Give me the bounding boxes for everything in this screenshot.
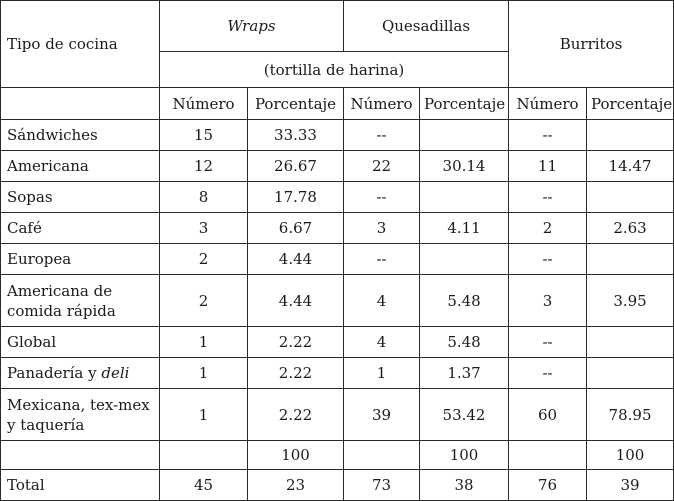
total-wraps-porcentaje: 23	[248, 470, 344, 501]
table-row	[1, 358, 674, 389]
burritos-porcentaje	[587, 182, 674, 213]
header-wraps-porcentaje: Porcentaje	[248, 88, 344, 120]
table-row	[1, 151, 674, 182]
burritos-numero: --	[509, 358, 587, 389]
header-quesadillas-numero: Número	[344, 88, 420, 120]
wraps-porcentaje: 17.78	[248, 182, 344, 213]
wraps-porcentaje: 33.33	[248, 120, 344, 151]
row-tipo: Global	[1, 327, 160, 358]
quesadillas-porcentaje: 5.48	[420, 327, 509, 358]
quesadillas-numero: 1	[344, 358, 420, 389]
table-row	[1, 182, 674, 213]
header-burritos-porcentaje: Porcentaje	[587, 88, 674, 120]
row-tipo-italic: deli	[101, 364, 130, 382]
quesadillas-numero: 4	[344, 275, 420, 327]
quesadillas-numero: 4	[344, 327, 420, 358]
header-burritos: Burritos	[509, 1, 674, 88]
header-quesadillas-porcentaje: Porcentaje	[420, 88, 509, 120]
burritos-porcentaje: 14.47	[587, 151, 674, 182]
burritos-porcentaje	[587, 327, 674, 358]
burritos-porcentaje: 2.63	[587, 213, 674, 244]
row-tipo: Americana	[1, 151, 160, 182]
subtotal-burritos-porcentaje: 100	[587, 441, 674, 470]
burritos-numero: 2	[509, 213, 587, 244]
burritos-numero: 3	[509, 275, 587, 327]
wraps-numero: 3	[160, 213, 248, 244]
quesadillas-porcentaje: 5.48	[420, 275, 509, 327]
wraps-numero: 2	[160, 244, 248, 275]
header-tortilla: (tortilla de harina)	[160, 52, 509, 88]
row-tipo: Sopas	[1, 182, 160, 213]
wraps-porcentaje: 4.44	[248, 244, 344, 275]
burritos-porcentaje	[587, 358, 674, 389]
subtotal-blank	[160, 441, 248, 470]
quesadillas-porcentaje: 1.37	[420, 358, 509, 389]
total-row	[1, 470, 674, 501]
row-tipo	[1, 358, 160, 389]
row-tipo: Mexicana, tex-mex y taquería	[1, 389, 160, 441]
burritos-numero: --	[509, 244, 587, 275]
wraps-numero: 15	[160, 120, 248, 151]
total-quesadillas-numero: 73	[344, 470, 420, 501]
burritos-porcentaje	[587, 244, 674, 275]
table-row	[1, 327, 674, 358]
row-tipo: Sándwiches	[1, 120, 160, 151]
wraps-porcentaje: 4.44	[248, 275, 344, 327]
quesadillas-porcentaje	[420, 244, 509, 275]
wraps-numero: 1	[160, 358, 248, 389]
quesadillas-porcentaje	[420, 182, 509, 213]
row-tipo: Café	[1, 213, 160, 244]
row-tipo: Americana de comida rápida	[1, 275, 160, 327]
header-wraps: Wraps	[160, 1, 344, 52]
burritos-porcentaje: 78.95	[587, 389, 674, 441]
row-tipo-text: Panadería y	[7, 364, 102, 382]
subtotal-blank	[344, 441, 420, 470]
table-row	[1, 389, 674, 441]
subtotal-blank	[1, 441, 160, 470]
burritos-numero: --	[509, 182, 587, 213]
subtotal-blank	[509, 441, 587, 470]
table-row	[1, 213, 674, 244]
subtotal-quesadillas-porcentaje: 100	[420, 441, 509, 470]
burritos-numero: --	[509, 327, 587, 358]
wraps-numero: 1	[160, 327, 248, 358]
header-row	[1, 1, 674, 52]
quesadillas-porcentaje: 30.14	[420, 151, 509, 182]
subtotal-wraps-porcentaje: 100	[248, 441, 344, 470]
total-burritos-porcentaje: 39	[587, 470, 674, 501]
total-quesadillas-porcentaje: 38	[420, 470, 509, 501]
wraps-numero: 12	[160, 151, 248, 182]
wraps-porcentaje: 2.22	[248, 389, 344, 441]
burritos-numero: 60	[509, 389, 587, 441]
total-label: Total	[1, 470, 160, 501]
wraps-porcentaje: 2.22	[248, 327, 344, 358]
header-row-subcols	[1, 88, 674, 120]
burritos-porcentaje	[587, 120, 674, 151]
quesadillas-porcentaje: 53.42	[420, 389, 509, 441]
wraps-numero: 8	[160, 182, 248, 213]
table-row	[1, 275, 674, 327]
quesadillas-numero: 22	[344, 151, 420, 182]
wraps-porcentaje: 2.22	[248, 358, 344, 389]
table-row	[1, 244, 674, 275]
table-row	[1, 120, 674, 151]
quesadillas-numero: 39	[344, 389, 420, 441]
header-tipo: Tipo de cocina	[1, 1, 160, 88]
wraps-numero: 1	[160, 389, 248, 441]
header-quesadillas: Quesadillas	[344, 1, 509, 52]
burritos-porcentaje: 3.95	[587, 275, 674, 327]
burritos-numero: 11	[509, 151, 587, 182]
total-burritos-numero: 76	[509, 470, 587, 501]
quesadillas-porcentaje: 4.11	[420, 213, 509, 244]
quesadillas-porcentaje	[420, 120, 509, 151]
wraps-numero: 2	[160, 275, 248, 327]
header-blank	[1, 88, 160, 120]
quesadillas-numero: --	[344, 182, 420, 213]
quesadillas-numero: --	[344, 244, 420, 275]
wraps-porcentaje: 6.67	[248, 213, 344, 244]
quesadillas-numero: 3	[344, 213, 420, 244]
header-wraps-numero: Número	[160, 88, 248, 120]
subtotal-row	[1, 441, 674, 470]
row-tipo: Europea	[1, 244, 160, 275]
total-wraps-numero: 45	[160, 470, 248, 501]
wraps-porcentaje: 26.67	[248, 151, 344, 182]
header-burritos-numero: Número	[509, 88, 587, 120]
quesadillas-numero: --	[344, 120, 420, 151]
burritos-numero: --	[509, 120, 587, 151]
